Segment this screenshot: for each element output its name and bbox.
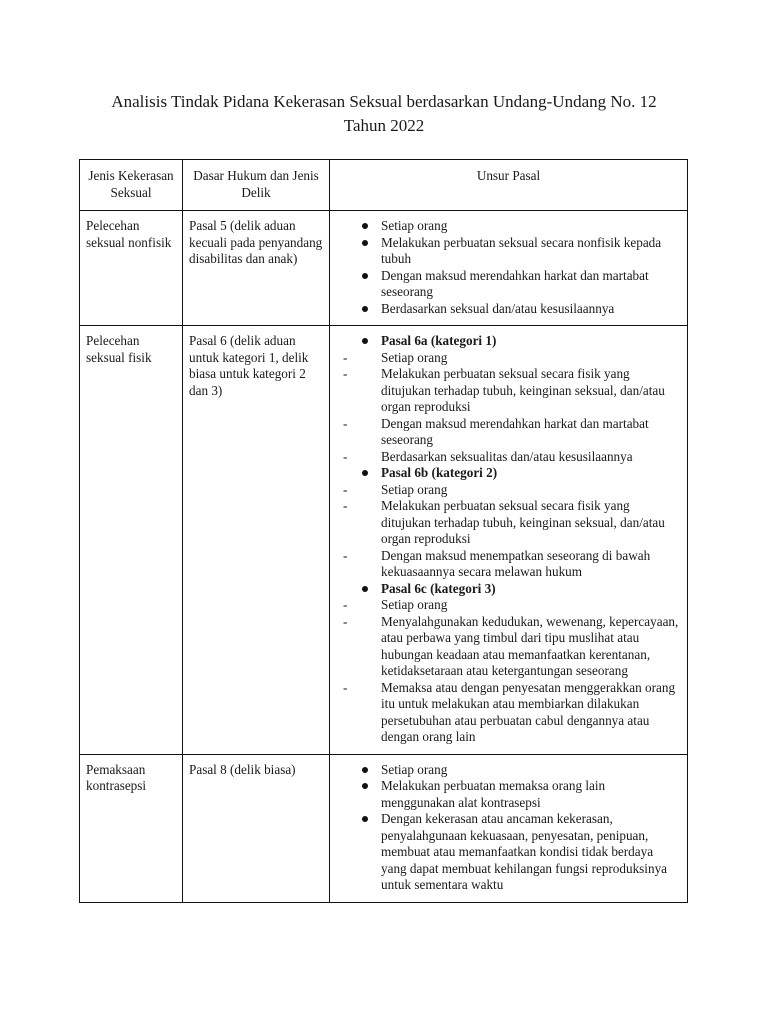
dash-item <box>336 482 681 499</box>
table-row <box>80 326 688 755</box>
analysis-table <box>79 159 688 903</box>
header-dasar-hukum: Dasar Hukum dan Jenis Delik <box>183 160 330 211</box>
item-text: Setiap orang <box>381 481 448 497</box>
item-text: Dengan maksud merendahkan harkat dan martabat seseorang <box>381 267 649 299</box>
bullet-item <box>336 811 681 894</box>
cell-dasar-hukum: Pasal 5 (delik aduan kecuali pada penyandang disabilitas dan anak) <box>183 211 330 326</box>
dash-item <box>336 350 681 367</box>
item-text: Setiap orang <box>381 761 448 777</box>
cell-dasar-hukum: Pasal 8 (delik biasa) <box>183 754 330 902</box>
cell-unsur-pasal <box>330 326 688 755</box>
item-text: Dengan kekerasan atau ancaman kekerasan, penyalahgunaan kekuasaan, penyesatan, penipuan, membuat atau memanfaatkan kondisi tidak berdaya yang dapat membuat kehilangan fungsi reproduksinya untuk sementara waktu <box>381 811 668 892</box>
table-row <box>80 211 688 326</box>
title-line-2: Tahun 2022 <box>343 116 425 135</box>
item-text: Melakukan perbuatan seksual secara fisik yang ditujukan terhadap tubuh, keinginan seksual, dan/atau organ reproduksi <box>381 498 665 546</box>
dash-item <box>336 449 681 466</box>
item-text: Memaksa atau dengan penyesatan menggerakkan orang itu untuk melakukan atau membiarkan dilakukan persetubuhan atau perbuatan cabul dengannya atau dengan orang lain <box>381 679 676 744</box>
dash-item <box>336 416 681 449</box>
bullet-item <box>336 268 681 301</box>
item-text: Setiap orang <box>381 597 448 612</box>
item-text: Setiap orang <box>381 218 448 233</box>
bullet-item <box>336 218 681 235</box>
item-text: Dengan maksud menempatkan seseorang di bawah kekuasaannya secara melawan hukum <box>381 547 651 579</box>
item-text: Menyalahgunakan kedudukan, wewenang, kepercayaan, atau perbawa yang timbul dari tipu muslihat atau hubungan keadaan atau memanfaatkan kerentanan, ketidaksetaraan atau ketergantungan seseorang <box>381 613 679 678</box>
bullet-item <box>336 581 681 598</box>
item-text: Melakukan perbuatan seksual secara fisik yang ditujukan terhadap tubuh, keinginan seksual, dan/atau organ reproduksi <box>381 366 665 414</box>
unsur-list <box>336 762 681 894</box>
unsur-list <box>336 218 681 317</box>
unsur-list <box>336 333 681 746</box>
dash-item <box>336 366 681 416</box>
item-text: Pasal 6b (kategori 2) <box>381 465 498 480</box>
bullet-item <box>336 235 681 268</box>
cell-dasar-hukum: Pasal 6 (delik aduan untuk kategori 1, delik biasa untuk kategori 2 dan 3) <box>183 326 330 755</box>
item-text: Pasal 6a (kategori 1) <box>381 333 497 348</box>
bullet-item <box>336 465 681 482</box>
dash-item <box>336 498 681 548</box>
item-text: Setiap orang <box>381 349 448 365</box>
table-row <box>80 754 688 902</box>
item-text: Pasal 6c (kategori 3) <box>381 580 496 596</box>
cell-jenis-kekerasan: Pemaksaan kontrasepsi <box>80 754 183 902</box>
title-line-1: Analisis Tindak Pidana Kekerasan Seksual berdasarkan Undang-Undang No. 12 <box>111 92 657 111</box>
page-title <box>60 90 708 138</box>
cell-jenis-kekerasan: Pelecehan seksual fisik <box>80 326 183 755</box>
cell-jenis-kekerasan: Pelecehan seksual nonfisik <box>80 211 183 326</box>
bullet-item <box>336 762 681 779</box>
item-text: Berdasarkan seksualitas dan/atau kesusilaannya <box>381 448 633 464</box>
bullet-item <box>336 301 681 318</box>
item-text: Dengan maksud merendahkan harkat dan martabat seseorang <box>381 415 649 447</box>
cell-unsur-pasal <box>330 754 688 902</box>
dash-item <box>336 548 681 581</box>
table-header-row <box>80 160 688 211</box>
item-text: Melakukan perbuatan seksual secara nonfisik kepada tubuh <box>381 234 662 266</box>
item-text: Melakukan perbuatan memaksa orang lain menggunakan alat kontrasepsi <box>381 778 606 810</box>
bullet-item <box>336 778 681 811</box>
header-unsur-pasal: Unsur Pasal <box>330 160 688 211</box>
dash-item <box>336 597 681 614</box>
table-body <box>80 211 688 903</box>
item-text: Berdasarkan seksual dan/atau kesusilaannya <box>381 300 615 316</box>
dash-item <box>336 680 681 746</box>
header-jenis: Jenis Kekerasan Seksual <box>80 160 183 211</box>
bullet-item <box>336 333 681 350</box>
dash-item <box>336 614 681 680</box>
cell-unsur-pasal <box>330 211 688 326</box>
